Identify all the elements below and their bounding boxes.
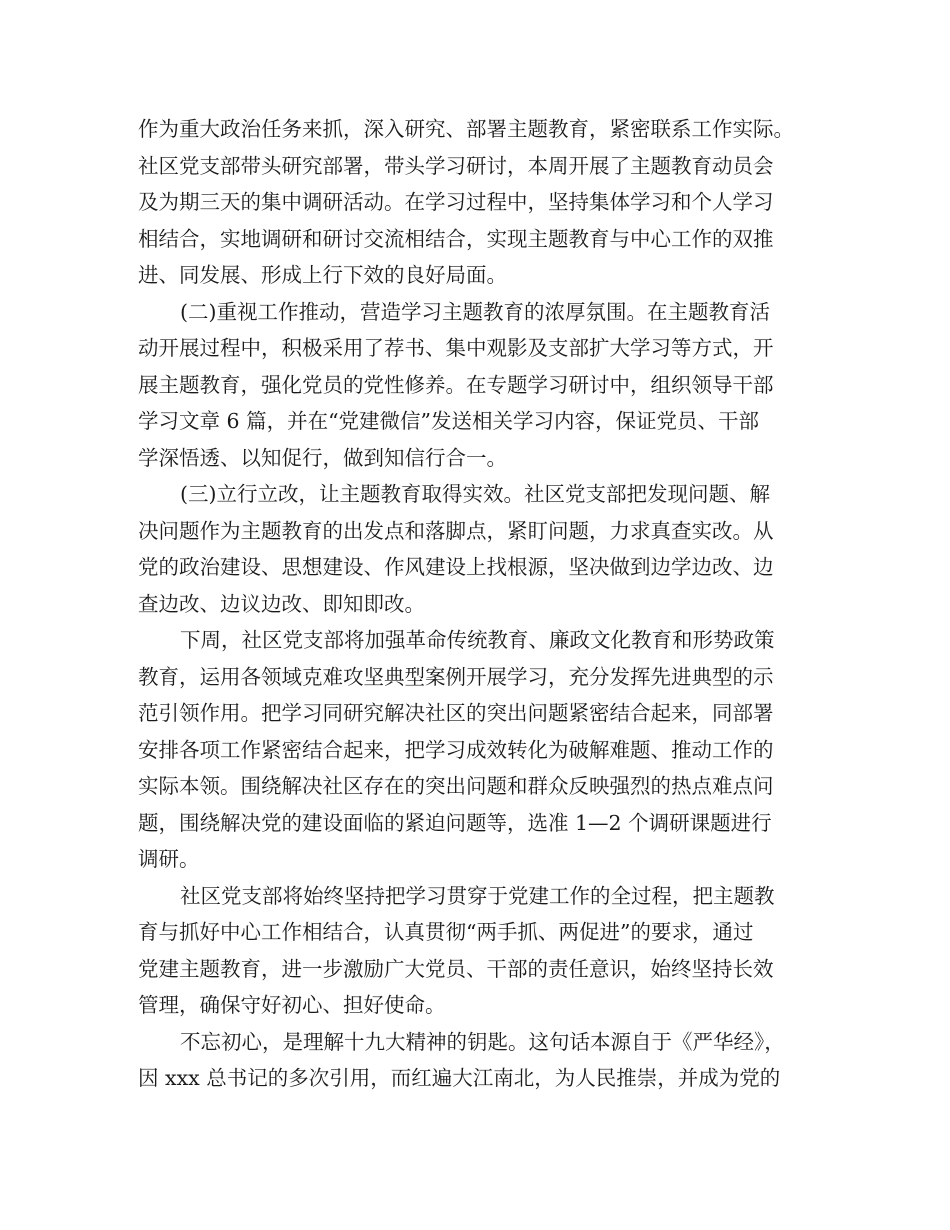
text-line: 下周，社区党支部将加强革命传统教育、廉政文化教育和形势政策 — [180, 628, 775, 652]
text-line: 因 xxx 总书记的多次引用，而红遍大江南北，为人民推崇，并成为党的 — [138, 1066, 781, 1090]
text-line: 范引领作用。把学习同研究解决社区的突出问题紧密结合起来，同部署 — [138, 701, 774, 725]
text-line: 调研。 — [138, 847, 200, 871]
text-line: 作为重大政治任务来抓，深入研究、部署主题教育，紧密联系工作实际。 — [138, 117, 794, 141]
text-line: 学习文章 6 篇，并在“党建微信”发送相关学习内容，保证党员、干部 — [138, 409, 760, 433]
text-line: 党的政治建设、思想建设、作风建设上找根源，坚决做到边学边改、边 — [138, 555, 774, 579]
text-line: 学深悟透、以知促行，做到知信行合一。 — [138, 445, 507, 470]
text-line: 决问题作为主题教育的出发点和落脚点，紧盯问题，力求真查实改。从 — [138, 518, 774, 543]
document-body — [138, 111, 824, 1097]
text-line: 育与抓好中心工作相结合，认真贯彻“两手抓、两促进”的要求，通过 — [138, 920, 754, 944]
text-line: 题，围绕解决党的建设面临的紧迫问题等，选准 1—2 个调研课题进行 — [138, 810, 772, 835]
text-line: 相结合，实地调研和研讨交流相结合，实现主题教育与中心工作的双推 — [138, 226, 774, 251]
text-line: 动开展过程中，积极采用了荐书、集中观影及支部扩大学习等方式，开 — [138, 336, 774, 360]
text-line: 社区党支部将始终坚持把学习贯穿于党建工作的全过程，把主题教 — [180, 883, 775, 908]
text-line: 党建主题教育，进一步激励广大党员、干部的责任意识，始终坚持长效 — [138, 956, 774, 981]
text-line: (二)重视工作推动，营造学习主题教育的浓厚氛围。在主题教育活 — [180, 299, 770, 324]
text-line: (三)立行立改，让主题教育取得实效。社区党支部把发现问题、解 — [180, 482, 770, 506]
text-line: 及为期三天的集中调研活动。在学习过程中，坚持集体学习和个人学习 — [138, 190, 774, 214]
text-line: 安排各项工作紧密结合起来，把学习成效转化为破解难题、推动工作的 — [138, 737, 774, 762]
text-line: 教育，运用各领域克难攻坚典型案例开展学习，充分发挥先进典型的示 — [138, 664, 774, 689]
text-line: 不忘初心，是理解十九大精神的钥匙。这句话本源自于《严华经》， — [180, 1029, 785, 1054]
text-line: 进、同发展、形成上行下效的良好局面。 — [138, 263, 507, 287]
text-line: 查边改、边议边改、即知即改。 — [138, 591, 425, 616]
text-line: 社区党支部带头研究部署，带头学习研讨，本周开展了主题教育动员会 — [138, 153, 774, 178]
text-line: 实际本领。围绕解决社区存在的突出问题和群众反映强烈的热点难点问 — [138, 774, 774, 798]
text-line: 展主题教育，强化党员的党性修养。在专题学习研讨中，组织领导干部 — [138, 372, 774, 397]
text-line: 管理，确保守好初心、担好使命。 — [138, 993, 446, 1017]
